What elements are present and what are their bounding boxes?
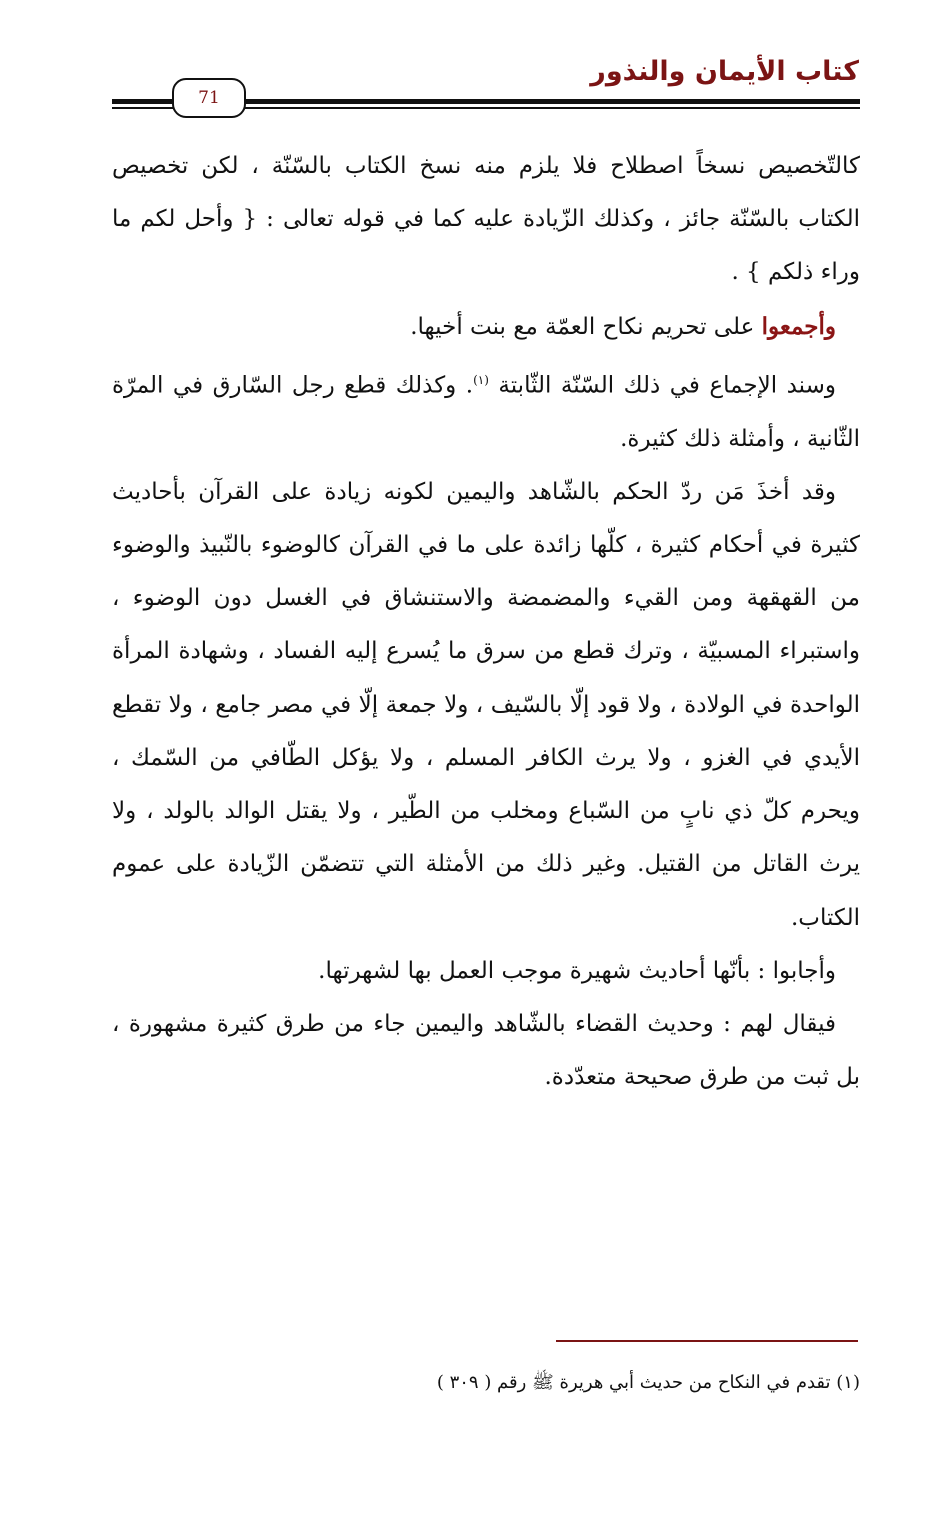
paragraph-3-text-a: وسند الإجماع في ذلك السّنّة الثّابتة — [488, 372, 836, 399]
paragraph-2 — [112, 300, 860, 354]
paragraph-5: وأجابوا : بأنّها أحاديث شهيرة موجب العمل بها لشهرتها. — [318, 957, 836, 984]
body-text — [112, 140, 860, 1104]
paragraph-2-text: على تحريم نكاح العمّة مع بنت أخيها. — [410, 313, 762, 340]
footnote-reference[interactable]: (١) — [473, 372, 489, 387]
page-number-badge: 71 — [172, 78, 246, 118]
paragraph-6: فيقال لهم : وحديث القضاء بالشّاهد واليمين جاء من طرق كثيرة مشهورة ، بل ثبت من طرق صحيحة متعدّدة. — [112, 1010, 860, 1091]
highlight-keyword: وأجمعوا — [761, 312, 836, 340]
chapter-title: كتاب الأيمان والنذور — [590, 56, 859, 87]
paragraph-3-text-b: . وكذلك قطع رجل السّارق في المرّة الثّانية ، وأمثلة ذلك كثيرة. — [112, 372, 860, 452]
footnote-divider — [556, 1340, 858, 1342]
paragraph-3 — [112, 354, 860, 466]
paragraph-4: وقد أخذَ مَن ردّ الحكم بالشّاهد واليمين لكونه زيادة على القرآن بأحاديث كثيرة في أحكام كثيرة ، كلّها زائدة على ما في القرآن كالوضوء بالنّبيذ والوضوء من القهقهة ومن القيء والمضمضة والاستنشاق في الغسل دون الوضوء ، واستبراء المسبيّة ، وترك قطع من سرق ما يُسرع إليه الفساد ، وشهادة المرأة الواحدة في الولادة ، ولا قود إلّا بالسّيف ، ولا جمعة إلّا في مصر جامع ، ولا تقطع الأيدي في الغزو ، ولا يرث الكافر المسلم ، ولا يؤكل الطّافي من السّمك ، ويحرم كلّ ذي نابٍ من السّباع ومخلب من الطّير ، ولا يقتل الوالد بالولد ، ولا يرث القاتل من القتيل. وغير ذلك من الأمثلة التي تتضمّن الزّيادة على عموم الكتاب. — [112, 478, 860, 931]
footnote: (١) تقدم في النكاح من حديث أبي هريرة ﷺ رقم ( ٣٠٩ ) — [436, 1372, 860, 1393]
paragraph-1: كالتّخصيص نسخاً اصطلاح فلا يلزم منه نسخ الكتاب بالسّنّة ، لكن تخصيص الكتاب بالسّنّة جائز ، وكذلك الزّيادة عليه كما في قوله تعالى : { وأحل لكم ما وراء ذلكم } . — [112, 153, 860, 286]
